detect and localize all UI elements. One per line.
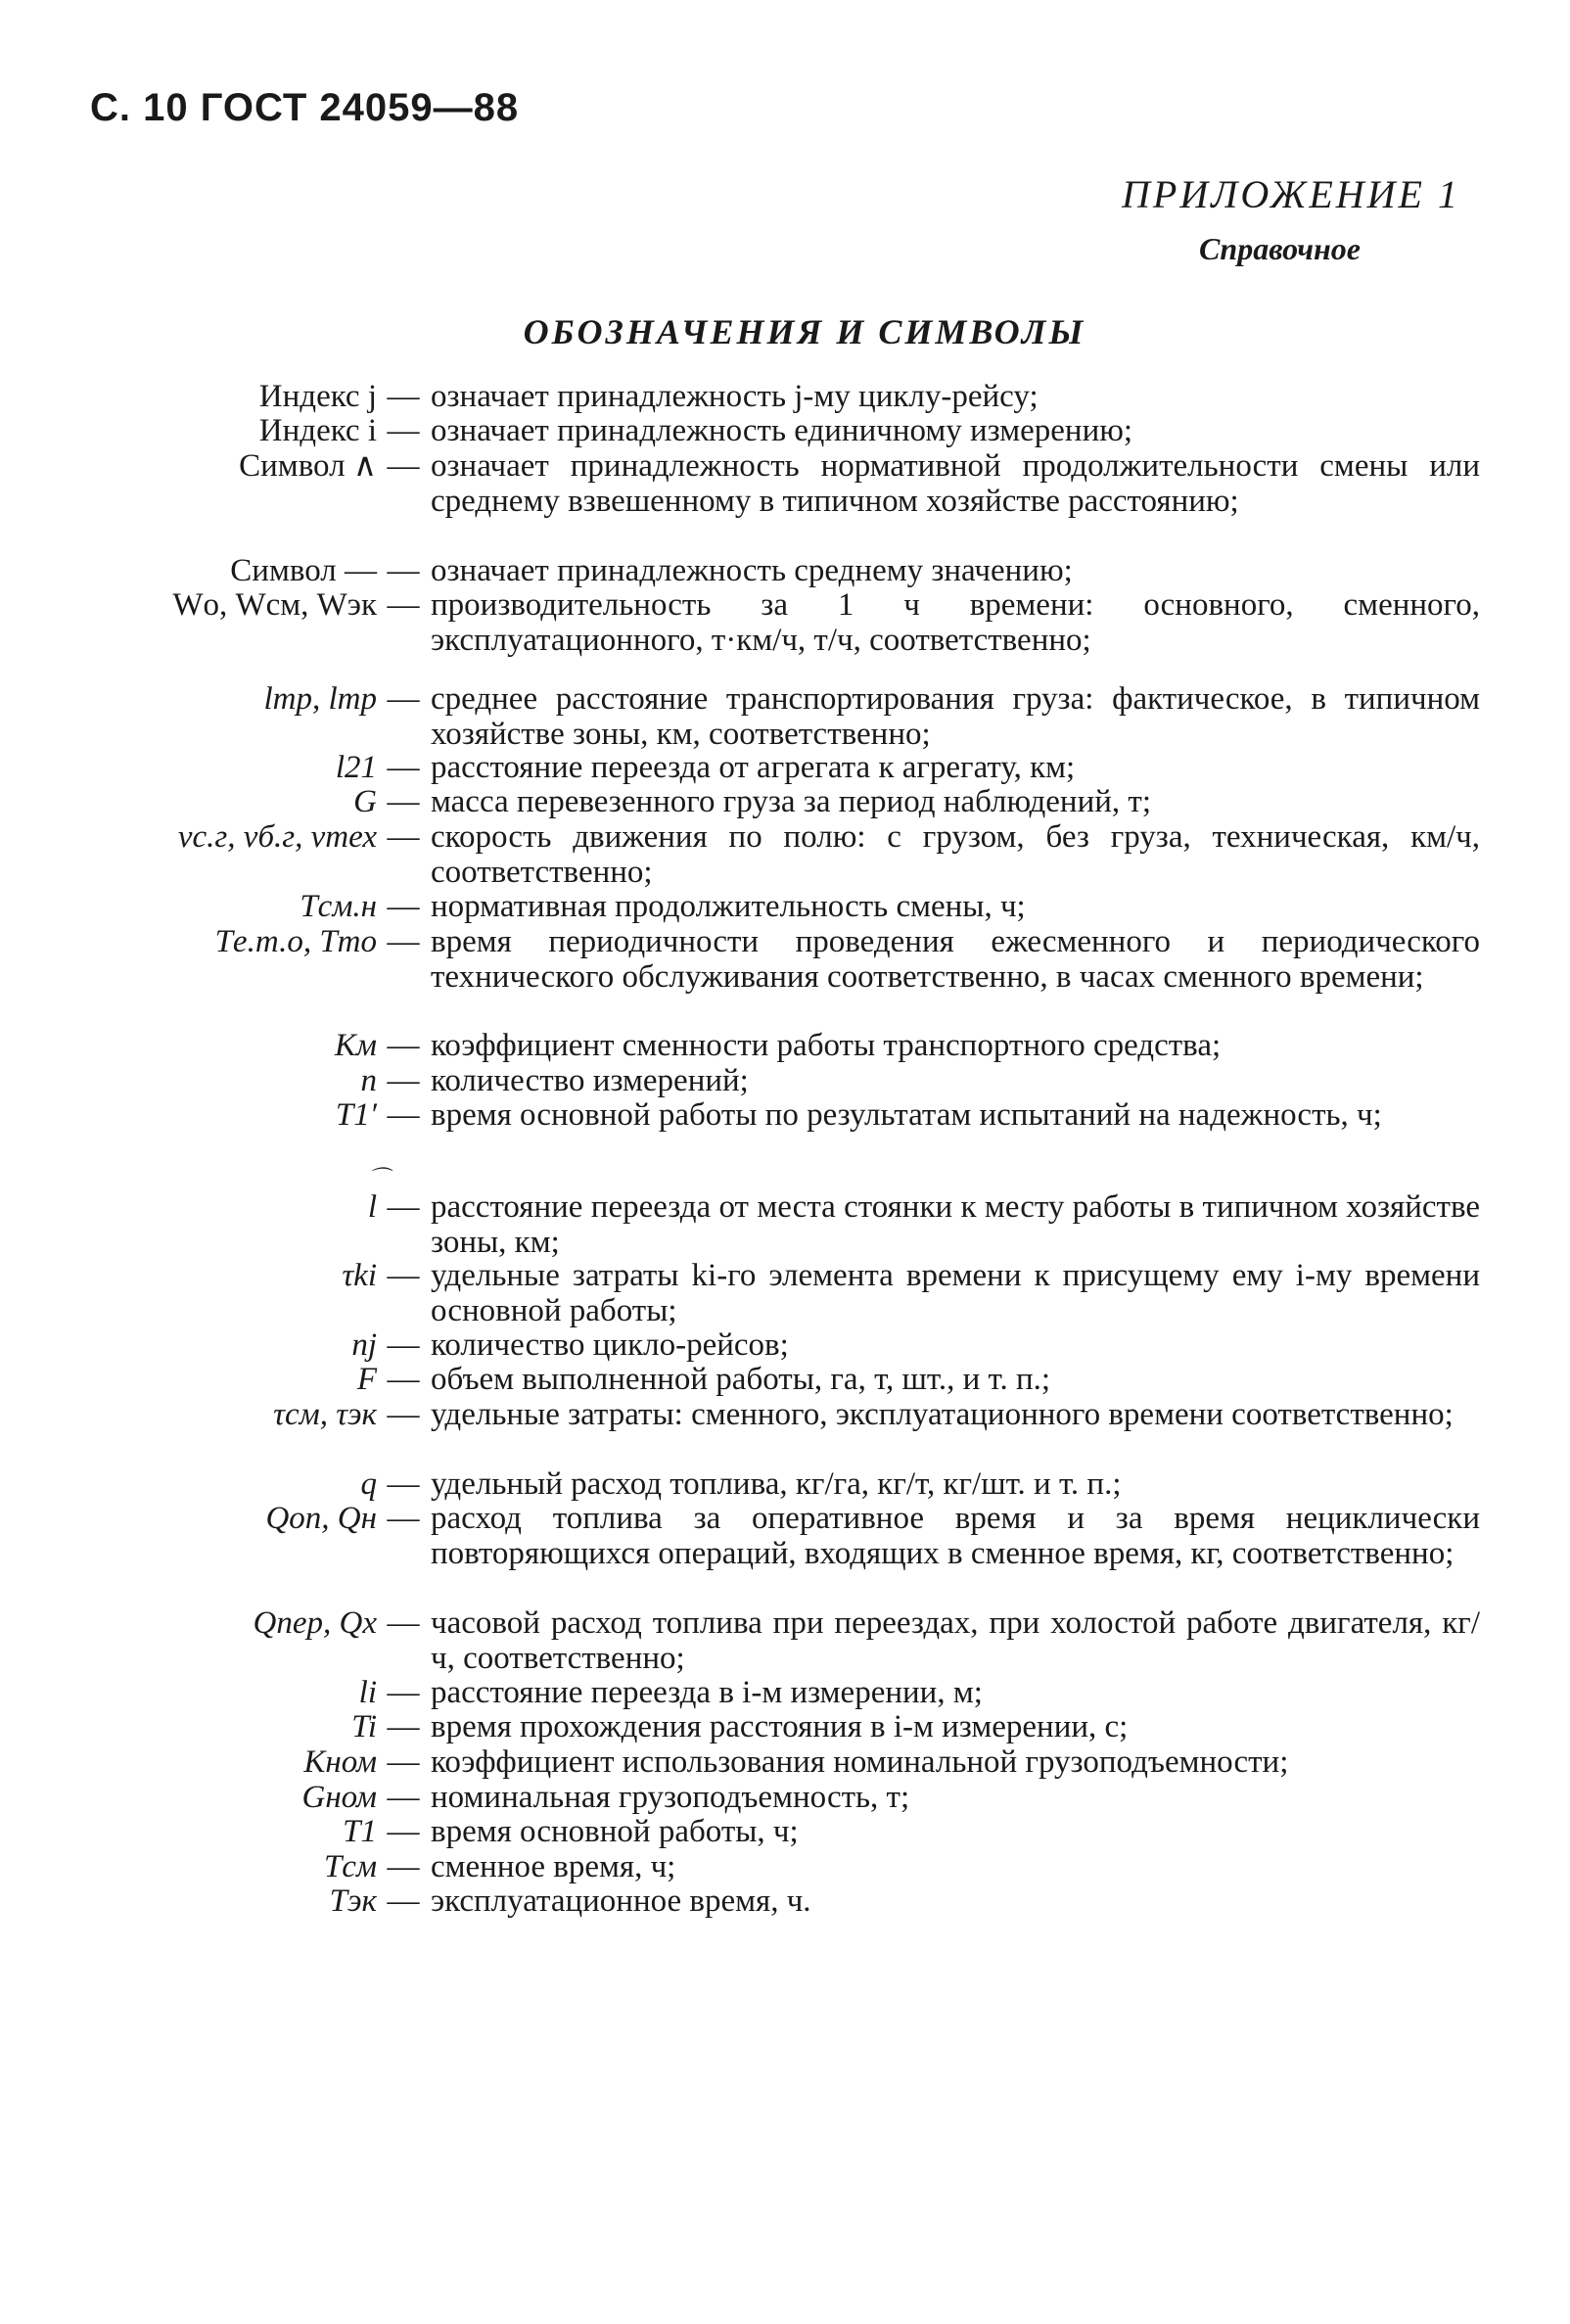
dash: —: [387, 889, 420, 924]
dash: —: [387, 1849, 420, 1884]
entry-definition: удельные затраты: сменного, эксплуатационного времени соответственно;: [431, 1397, 1454, 1432]
dash: —: [387, 379, 420, 414]
dash: —: [387, 1189, 420, 1225]
entry-term: Символ ∧: [239, 448, 377, 484]
entry-definition: означает принадлежность среднему значению;: [431, 553, 1073, 588]
entry-definition: время основной работы по результатам испытаний на надежность, ч;: [431, 1097, 1382, 1133]
dash: —: [387, 1362, 420, 1397]
entry-definition: нормативная продолжительность смены, ч;: [431, 889, 1026, 924]
entry-definition: означает принадлежность j-му циклу-рейсу;: [431, 379, 1039, 414]
section-title: ОБОЗНАЧЕНИЯ И СИМВОЛЫ: [523, 312, 1086, 351]
entry-definition: номинальная грузоподъемность, т;: [431, 1780, 910, 1815]
dash: —: [387, 553, 420, 588]
dash: —: [387, 1258, 420, 1293]
appendix-subtitle: Справочное: [1199, 231, 1361, 266]
dash: —: [387, 448, 420, 484]
dash: —: [387, 1709, 420, 1744]
entry-definition: часовой расход топлива при переездах, при холостой работе двигателя, кг/ч, соответственно;: [431, 1605, 1480, 1676]
entry-definition: количество измерений;: [431, 1063, 749, 1098]
entry-definition: означает принадлежность нормативной продолжительности смены или среднему взвешенному в типичном хозяйстве расстоянию;: [431, 448, 1480, 519]
entry-term: Wо, Wсм, Wэк: [172, 587, 377, 623]
dash: —: [387, 1097, 420, 1133]
entry-term: Tсм: [323, 1849, 377, 1884]
entry-term: F: [356, 1362, 377, 1397]
entry-definition: время основной работы, ч;: [431, 1814, 799, 1849]
entry-definition: объем выполненной работы, га, т, шт., и т. п.;: [431, 1362, 1051, 1397]
dash: —: [387, 819, 420, 855]
dash: —: [387, 587, 420, 623]
entry-term: Ti: [351, 1709, 377, 1744]
entry-definition: расстояние переезда от агрегата к агрегату, км;: [431, 750, 1076, 785]
entry-definition: эксплуатационное время, ч.: [431, 1883, 811, 1919]
entry-definition: удельный расход топлива, кг/га, кг/т, кг/шт. и т. п.;: [431, 1466, 1122, 1502]
dash: —: [387, 1883, 420, 1919]
dash: —: [387, 1814, 420, 1849]
entry-definition: означает принадлежность единичному измерению;: [431, 413, 1133, 448]
entry-definition: производительность за 1 ч времени: основного, сменного, эксплуатационного, т·км/ч, т/ч, соответственно;: [431, 587, 1480, 658]
entry-definition: время прохождения расстояния в i-м измерении, с;: [431, 1709, 1129, 1744]
entry-definition: коэффициент использования номинальной грузоподъемности;: [431, 1744, 1289, 1780]
entry-term: lтр, lтр: [263, 681, 377, 717]
entry-definition: удельные затраты ki-го элемента времени к присущему ему i-му времени основной работы;: [431, 1258, 1480, 1328]
entry-term: Tсм.н: [300, 889, 377, 924]
entry-definition: время периодичности проведения ежесменного и периодического технического обслуживания соответственно, в часах сменного времени;: [431, 924, 1480, 995]
dash: —: [387, 1780, 420, 1815]
entry-term: Kном: [303, 1744, 377, 1780]
page-header: С. 10 ГОСТ 24059—88: [90, 86, 520, 129]
entry-term: Символ —: [230, 553, 377, 588]
dash: —: [387, 1397, 420, 1432]
entry-term: Индекс i: [258, 413, 377, 448]
entry-term: Tе.т.о, Tто: [214, 924, 377, 959]
entry-definition: количество цикло-рейсов;: [431, 1327, 789, 1363]
dash: —: [387, 1028, 420, 1063]
entry-definition: сменное время, ч;: [431, 1849, 676, 1884]
entry-term: li: [358, 1675, 377, 1710]
dash: —: [387, 1675, 420, 1710]
entry-definition: скорость движения по полю: с грузом, без груза, техническая, км/ч, соответственно;: [431, 819, 1480, 890]
entry-term: Tэк: [329, 1883, 377, 1919]
dash: —: [387, 1063, 420, 1098]
entry-term: ⌒ l: [59, 1190, 377, 1226]
entry-definition: расстояние переезда от места стоянки к месту работы в типичном хозяйстве зоны, км;: [431, 1189, 1480, 1260]
dash: —: [387, 1744, 420, 1780]
appendix-title: ПРИЛОЖЕНИЕ 1: [1122, 172, 1460, 216]
dash: —: [387, 413, 420, 448]
entry-term: Индекс j: [258, 379, 377, 414]
dash: —: [387, 1605, 420, 1641]
entry-term: q: [360, 1466, 377, 1502]
dash: —: [387, 924, 420, 959]
dash: —: [387, 681, 420, 717]
entry-definition: коэффициент сменности работы транспортного средства;: [431, 1028, 1222, 1063]
entry-definition: масса перевезенного груза за период наблюдений, т;: [431, 784, 1152, 819]
dash: —: [387, 1501, 420, 1536]
entry-term: nj: [351, 1327, 377, 1363]
entry-term: τki: [342, 1258, 377, 1293]
entry-term: Qпер, Qх: [253, 1605, 377, 1641]
entry-term: T1: [343, 1814, 377, 1849]
dash: —: [387, 1327, 420, 1363]
entry-term: Qоп, Qн: [265, 1501, 377, 1536]
dash: —: [387, 784, 420, 819]
entry-term: Kм: [334, 1028, 377, 1063]
entry-definition: расстояние переезда в i-м измерении, м;: [431, 1675, 983, 1710]
entry-definition: расход топлива за оперативное время и за время нециклически повторяющихся операций, входящих в сменное время, кг, соответственно;: [431, 1501, 1480, 1571]
dash: —: [387, 1466, 420, 1502]
entry-term: τсм, τэк: [273, 1397, 377, 1432]
entry-term: n: [360, 1063, 377, 1098]
dash: —: [387, 750, 420, 785]
entry-term: T1′: [335, 1097, 377, 1133]
entry-term: vс.г, vб.г, vтех: [177, 819, 377, 855]
entry-term: G: [353, 784, 377, 819]
entry-term: Gном: [301, 1780, 377, 1815]
entry-definition: среднее расстояние транспортирования груза: фактическое, в типичном хозяйстве зоны, км, соответственно;: [431, 681, 1480, 752]
entry-term: l21: [335, 750, 377, 785]
